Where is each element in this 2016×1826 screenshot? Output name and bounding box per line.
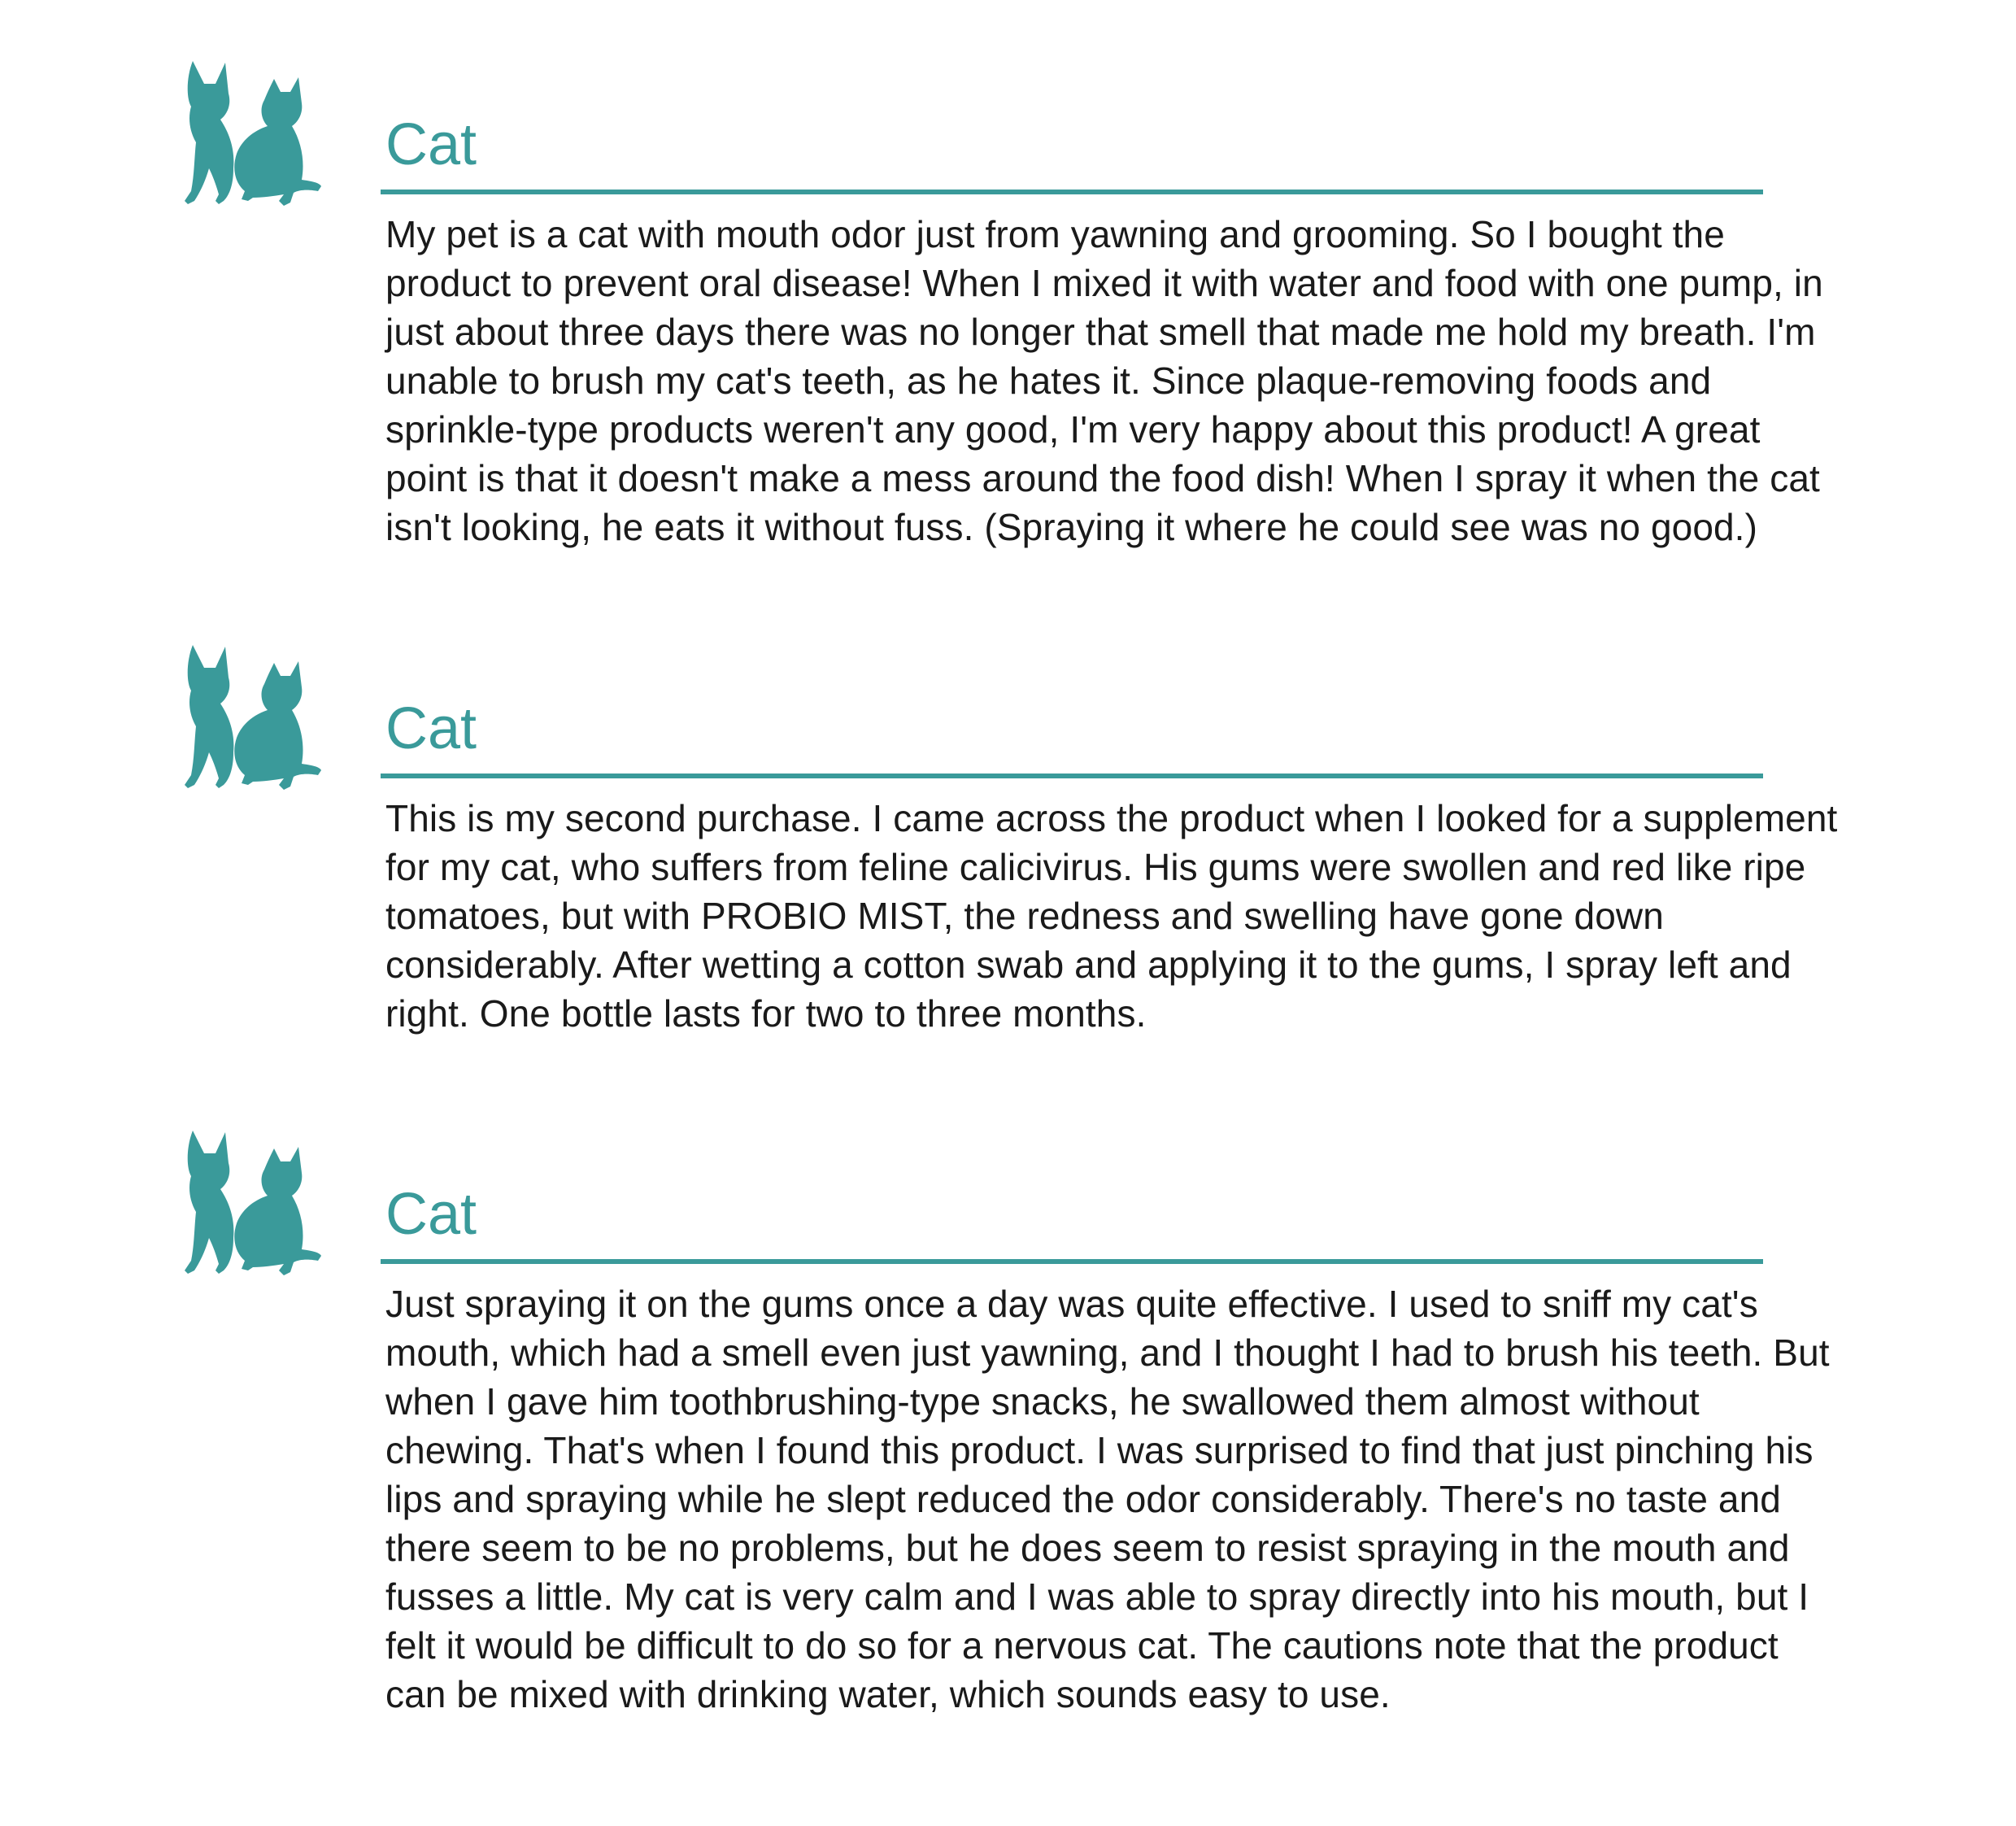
review-text: Just spraying it on the gums once a day was quite effective. I used to sniff my cat's mouth, which had a smell even just yawning, and I thought I had to brush his teeth. But when I gave him toothbrushing-type snacks, he swallowed them almost without chewing. That's when I found this product. I was surprised to find that just pinching his lips and spraying while he slept reduced the odor considerably. There's no taste and there seem to be no problems, but he does seem to resist spraying in the mouth and fusses a little. My cat is very calm and I was able to spray directly into his mouth, but I felt it would be difficult to do so for a nervous cat. The cautions note that the product can be mixed with drinking water, which sounds easy to use. bbox=[385, 1283, 1830, 1715]
two-cats-icon bbox=[183, 1131, 321, 1277]
two-cats-icon bbox=[183, 61, 321, 207]
review-text: This is my second purchase. I came across the product when I looked for a supplement for my cat, who suffers from feline calicivirus. His gums were swollen and red like ripe tomatoes, but with PROBIO MIST, the redness and swelling have gone down considerably. After wetting a cotton swab and applying it to the gums, I spray left and right. One bottle lasts for two to three months. bbox=[385, 797, 1838, 1035]
review-title: Cat bbox=[385, 1182, 477, 1247]
two-cats-icon bbox=[183, 645, 321, 791]
title-divider bbox=[381, 1259, 1763, 1264]
title-divider bbox=[381, 190, 1763, 194]
review-title: Cat bbox=[385, 112, 477, 177]
title-divider bbox=[381, 774, 1763, 778]
review-text: My pet is a cat with mouth odor just from yawning and grooming. So I bought the product to prevent oral disease! When I mixed it with water and food with one pump, in just about three days there was no longer that smell that made me hold my breath. I'm unable to brush my cat's teeth, as he hates it. Since plaque-removing foods and sprinkle-type products weren't any good, I'm very happy about this product! A great point is that it doesn't make a mess around the food dish! When I spray it when the cat isn't looking, he eats it without fuss. (Spraying it where he could see was no good.) bbox=[385, 213, 1823, 548]
review-title: Cat bbox=[385, 696, 477, 761]
